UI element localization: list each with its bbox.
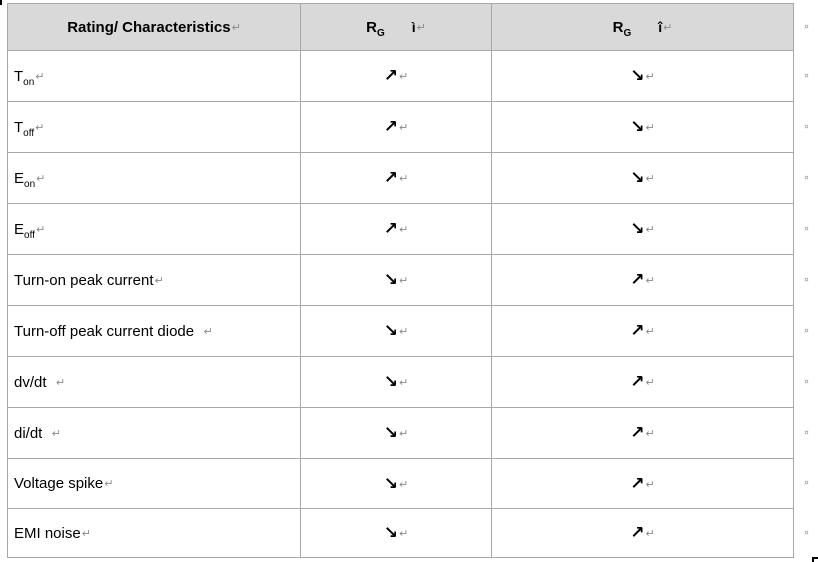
- table-row: [8, 204, 794, 255]
- paragraph-mark: ↵: [645, 376, 655, 389]
- paragraph-mark: ↵: [51, 426, 61, 440]
- paragraph-mark: ↵: [399, 427, 409, 440]
- trend-cell[interactable]: [301, 153, 492, 204]
- trend-arrow: ↘: [630, 168, 645, 188]
- table-row: [8, 102, 794, 153]
- trend-cell[interactable]: [492, 509, 794, 558]
- paragraph-mark: ↵: [416, 20, 426, 34]
- paragraph-mark: ↵: [645, 223, 655, 236]
- trend-cell[interactable]: [301, 255, 492, 306]
- row-end-marker: ¤: [804, 326, 809, 335]
- paragraph-mark: ↵: [399, 223, 409, 236]
- trend-arrow: ↗: [383, 219, 399, 239]
- paragraph-mark: ↵: [203, 324, 213, 338]
- table-row: [8, 509, 794, 558]
- row-end-marker: ¤: [804, 22, 809, 31]
- paragraph-mark: ↵: [663, 20, 673, 34]
- trend-cell[interactable]: [301, 357, 492, 408]
- trend-arrow: ↗: [383, 117, 399, 137]
- row-label-cell[interactable]: [8, 459, 301, 509]
- characteristics-table: [7, 3, 794, 558]
- table-row: [8, 153, 794, 204]
- table-header-row: [8, 4, 794, 51]
- trend-arrow: ↘: [630, 219, 645, 239]
- paragraph-mark: ↵: [399, 376, 409, 389]
- paragraph-mark: ↵: [645, 527, 655, 540]
- trend-arrow: ↘: [383, 473, 399, 494]
- row-end-marker: ¤: [804, 275, 809, 284]
- trend-cell[interactable]: [301, 51, 492, 102]
- row-end-marker: ¤: [804, 479, 809, 487]
- row-end-marker: ¤: [804, 224, 809, 233]
- row-label-cell[interactable]: [8, 102, 301, 153]
- paragraph-mark: ↵: [645, 70, 655, 83]
- row-end-marker: ¤: [804, 173, 809, 182]
- paragraph-mark: ↵: [104, 477, 114, 490]
- header-cell-characteristics[interactable]: [8, 4, 301, 51]
- trend-arrow: ↘: [630, 117, 645, 137]
- trend-arrow: ↗: [383, 66, 399, 86]
- paragraph-mark: ↵: [645, 274, 655, 287]
- table-row: [8, 408, 794, 459]
- row-label: $E_{on}$: [14, 169, 36, 190]
- paragraph-mark: ↵: [36, 171, 46, 185]
- row-label-cell[interactable]: [8, 357, 301, 408]
- trend-cell[interactable]: [492, 153, 794, 204]
- trend-arrow: ↗: [630, 523, 645, 543]
- paragraph-mark: ↵: [35, 120, 45, 134]
- header-cell-rg-small[interactable]: [301, 4, 492, 51]
- trend-cell[interactable]: [301, 102, 492, 153]
- trend-arrow: ↗: [630, 321, 645, 341]
- paragraph-mark: ↵: [645, 477, 655, 491]
- trend-cell[interactable]: [301, 459, 492, 509]
- trend-arrow: ↗: [383, 168, 399, 188]
- paragraph-mark: ↵: [645, 427, 655, 440]
- table-row: [8, 306, 794, 357]
- trend-cell[interactable]: [492, 51, 794, 102]
- table-row: [8, 357, 794, 408]
- table-row: [8, 459, 794, 509]
- row-label-cell[interactable]: [8, 306, 301, 357]
- row-label: Voltage spike: [14, 475, 104, 492]
- row-end-marker: ¤: [804, 377, 809, 386]
- trend-arrow: ↘: [630, 66, 645, 86]
- paragraph-mark: ↵: [55, 375, 66, 389]
- trend-cell[interactable]: [492, 102, 794, 153]
- paragraph-mark: ↵: [154, 273, 164, 287]
- paragraph-mark: ↵: [399, 70, 409, 83]
- header-rg-label: $R_G$: [612, 18, 632, 39]
- trend-cell[interactable]: [492, 408, 794, 459]
- page-corner-mark: [812, 557, 818, 562]
- header-symbol: î: [658, 18, 663, 35]
- trend-cell[interactable]: [301, 509, 492, 558]
- trend-cell[interactable]: [492, 357, 794, 408]
- row-label: $T_{on}$: [14, 67, 35, 88]
- trend-cell[interactable]: [301, 408, 492, 459]
- paragraph-mark: ↵: [645, 172, 655, 185]
- header-rg-label: $R_G$: [366, 18, 385, 39]
- row-label: $E_{off}$: [14, 220, 35, 241]
- header-label: Rating/ Characteristics: [67, 18, 231, 36]
- trend-cell[interactable]: [492, 306, 794, 357]
- row-label-cell[interactable]: [8, 51, 301, 102]
- row-label: di/dt: [14, 424, 51, 442]
- row-label: Turn-off peak current diode: [14, 322, 203, 340]
- header-symbol: ì: [411, 18, 416, 35]
- paragraph-mark: ↵: [399, 274, 409, 287]
- trend-cell[interactable]: [492, 255, 794, 306]
- trend-arrow: ↘: [383, 321, 399, 341]
- page-corner-tick: [0, 0, 2, 5]
- row-end-marker: ¤: [804, 528, 809, 537]
- row-label: EMI noise: [14, 524, 81, 542]
- row-label-cell[interactable]: [8, 204, 301, 255]
- paragraph-mark: ↵: [399, 527, 409, 540]
- trend-cell[interactable]: [492, 204, 794, 255]
- trend-arrow: ↘: [383, 372, 399, 392]
- trend-arrow: ↗: [630, 372, 645, 392]
- paragraph-mark: ↵: [399, 172, 409, 185]
- table-row: [8, 51, 794, 102]
- trend-cell[interactable]: [301, 204, 492, 255]
- row-label-cell[interactable]: [8, 255, 301, 306]
- row-end-marker: ¤: [804, 428, 809, 437]
- row-label-cell[interactable]: [8, 408, 301, 459]
- paragraph-mark: ↵: [399, 477, 409, 491]
- row-label: $T_{off}$: [14, 118, 35, 139]
- row-label: Turn-on peak current: [14, 271, 154, 289]
- paragraph-mark: ↵: [35, 222, 46, 236]
- row-end-marker: ¤: [804, 122, 809, 131]
- trend-arrow: ↗: [630, 270, 645, 290]
- row-label: dv/dt: [14, 373, 55, 391]
- table-row: [8, 255, 794, 306]
- paragraph-mark: ↵: [81, 526, 91, 540]
- row-label-cell[interactable]: [8, 509, 301, 558]
- paragraph-mark: ↵: [645, 325, 655, 338]
- paragraph-mark: ↵: [35, 69, 45, 83]
- trend-cell[interactable]: [492, 459, 794, 509]
- paragraph-mark: ↵: [645, 121, 655, 134]
- row-label-cell[interactable]: [8, 153, 301, 204]
- trend-arrow: ↘: [383, 423, 399, 443]
- trend-cell[interactable]: [301, 306, 492, 357]
- paragraph-mark: ↵: [231, 20, 241, 34]
- row-end-marker-strip: [795, 3, 818, 557]
- row-end-marker: ¤: [804, 71, 809, 80]
- trend-arrow: ↗: [630, 423, 645, 443]
- trend-arrow: ↘: [383, 523, 399, 543]
- paragraph-mark: ↵: [399, 121, 409, 134]
- trend-arrow: ↗: [630, 473, 645, 494]
- paragraph-mark: ↵: [399, 325, 409, 338]
- header-cell-rg-large[interactable]: [492, 4, 794, 51]
- trend-arrow: ↘: [383, 270, 399, 290]
